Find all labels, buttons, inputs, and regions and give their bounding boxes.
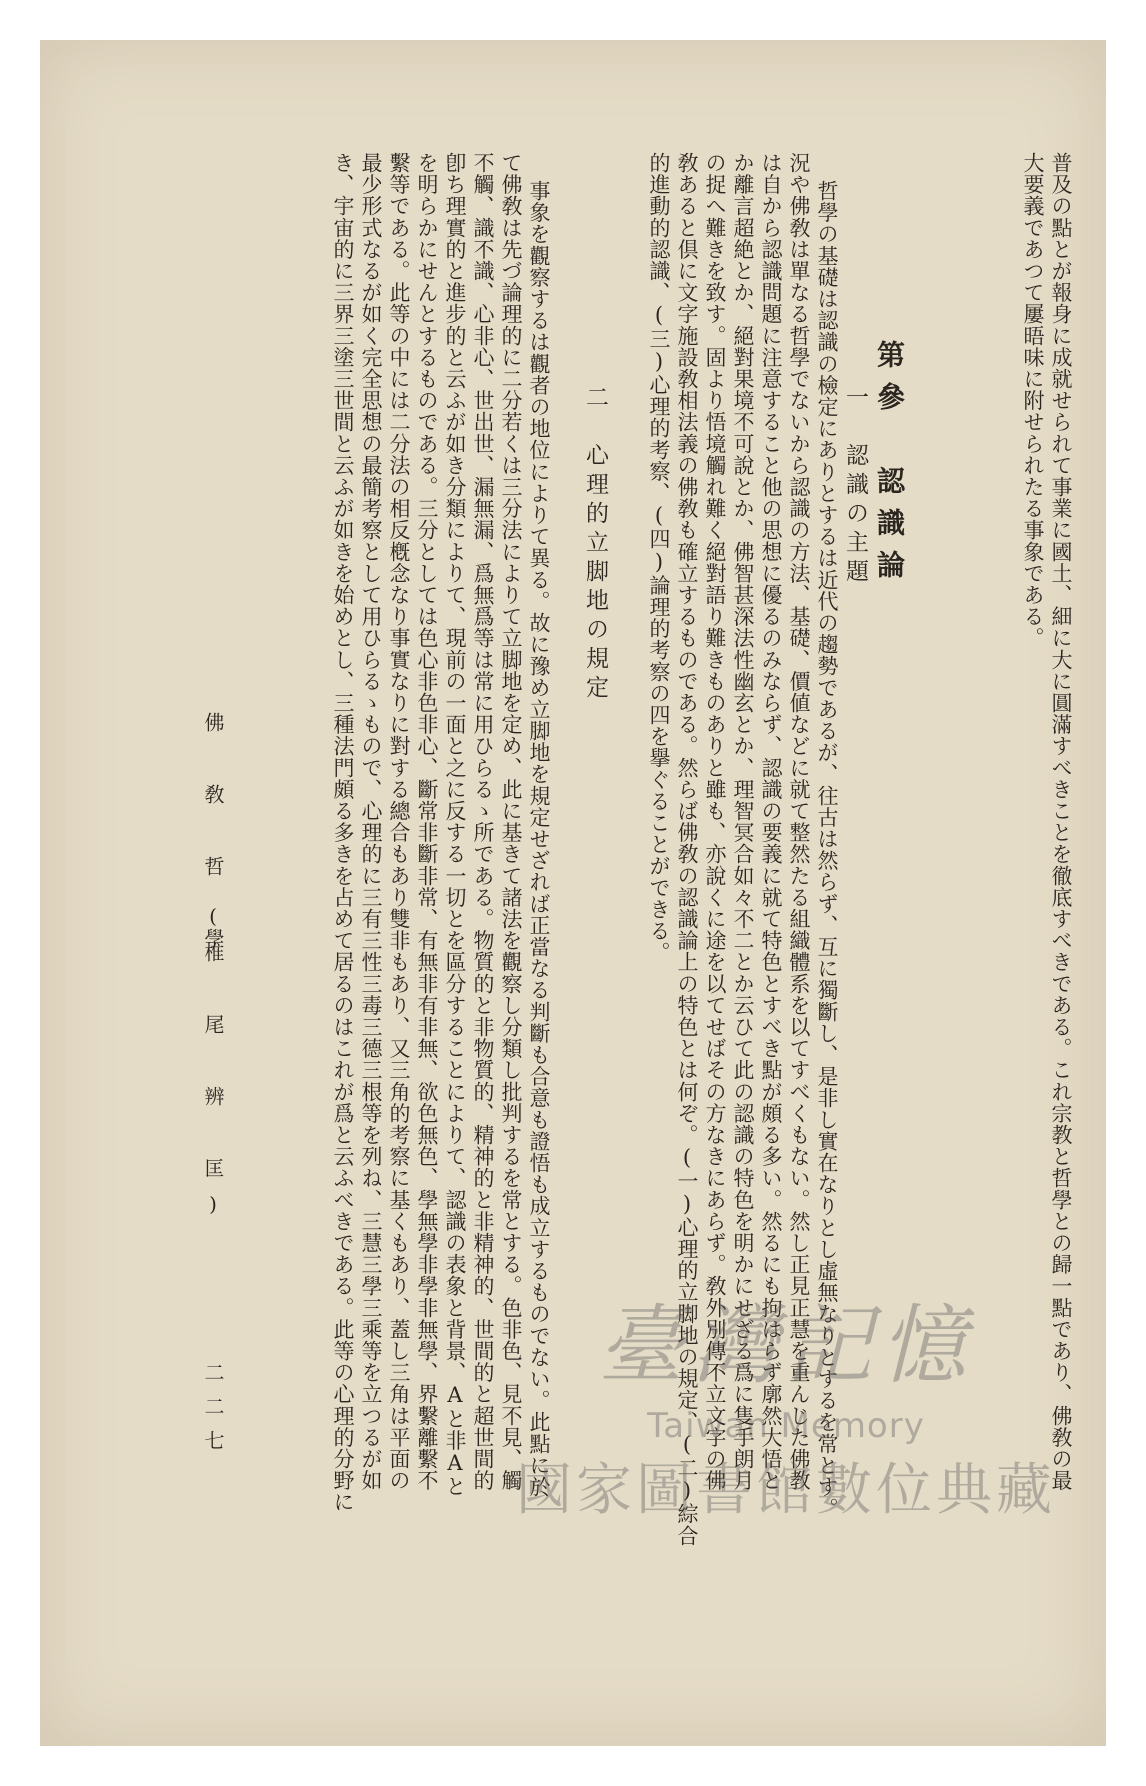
section-heading-1: 一 認識の主題 xyxy=(842,385,868,588)
watermark-library-name: 國家圖書館數位典藏 xyxy=(516,1458,1056,1523)
page-number: 二二七 xyxy=(201,1362,225,1464)
watermark-subtitle: Taiwan Memory xyxy=(647,1406,925,1446)
watermark xyxy=(506,1286,1066,1576)
text-column-2: 大要義であつて屢晤味に附せられたる事象である。 xyxy=(1021,152,1045,649)
text-column-6: 況や佛敎は單なる哲學でないから認識の方法、基礎、價値などに就て整然たる組織體系を以てすべくもない。然し正見正慧を重んじた佛教 xyxy=(787,152,811,1492)
text-column-17: を明らかにせんとするものである。三分としては色心非色非心、斷常非斷非常、有無非有非無、欲色無色、學無學非學非無學、界繫離繫不 xyxy=(415,152,439,1492)
text-column-5: 哲學の基礎は認識の檢定にありとするは近代の趨勢であるが、往古は然らず、互に獨斷し、是非し實在なりとし虛無なりとするを常とす。 xyxy=(815,180,839,1520)
footer-author: (椎 尾 辨 匡) xyxy=(201,904,225,1230)
text-column-7: は自から認識問題に注意すること他の思想に優るのみならず、認識の要義に就て特色とすべき點が頗る多い。然るにも拘はらず廓然大悟と xyxy=(759,152,783,1492)
text-column-20: き、宇宙的に三界三塗三世間と云ふが如きを始めとし、三種法門頗る多きを占めて居るのはこれが爲と云ふべきである。此等の心理的分野に xyxy=(331,152,355,1513)
text-column-16: 卽ち理實的と進步的と云ふが如き分類によりて、現前の一面と之に反する一切とを區分することによりて、認識の表象と背景、Aと非Aと xyxy=(443,152,467,1498)
text-column-10: 敎あると倶に文字施設敎相法義の佛敎も確立するものである。然らば佛敎の認識論上の特色とは何ぞ。(一)心理的立脚地の規定、(二)綜合 xyxy=(675,152,699,1547)
section-heading-2: 二 心理的立脚地の規定 xyxy=(582,385,608,704)
text-column-15: 不觸、識不識、心非心、世出世、漏無漏、爲無爲等は常に用ひらるゝ所である。物質的と非物質的、精神的と非精神的、世間的と超世間的 xyxy=(471,152,495,1492)
text-column-11: 的進動的認識、(三)心理的考察、(四)論理的考察の四を擧ぐることができる。 xyxy=(647,152,671,964)
watermark-logo: 臺灣記憶 xyxy=(598,1296,974,1396)
text-column-18: 繫等である。此等の中には二分法の相反槪念なり事實なりに對する總合もあり雙非もあり、又三角的考察に基くもあり、蓋し三角は平面の xyxy=(387,152,411,1492)
text-column-8: か離言超絶とか、絕對果境不可說とか、佛智甚深法性幽玄とか、理智冥合如々不二とか云ひて此の認識の特色を明かにせざる爲に隻手朗月 xyxy=(731,152,755,1492)
text-column-13: 事象を觀察するは觀者の地位によりて異る。故に豫め立脚地を規定せざれば正當なる判斷も合意も證悟も成立するものでない。此點に於 xyxy=(527,180,551,1498)
footer-book-title: 佛 敎 哲 學 xyxy=(201,712,225,962)
book-page xyxy=(40,40,1106,1746)
text-column-9: の捉へ難きを致す。固より悟境觸れ難く絕對語り難きものありと雖も、亦說くに途を以てせばその方なきにあらず。敎外別傳不立文字の佛 xyxy=(703,152,727,1492)
text-column-19: 最少形式なるが如く完全思想の最簡考察として用ひらるゝもので、心理的に三有三性三毒三德三根等を列ね、三慧三學三乘等を立つるが如 xyxy=(359,152,383,1492)
text-column-14: て佛敎は先づ論理的に二分若くは三分法によりて立脚地を定め、此に基きて諸法を觀察し分類し批判するを常とする。色非色、見不見、觸 xyxy=(499,152,523,1492)
text-column-1: 普及の點とが報身に成就せられて事業に國土、細に大に圓滿すべきことを徹底すべきである。これ宗教と哲學との歸一點であり、佛敎の最 xyxy=(1049,152,1073,1492)
chapter-heading: 第參 認識論 xyxy=(873,340,906,592)
